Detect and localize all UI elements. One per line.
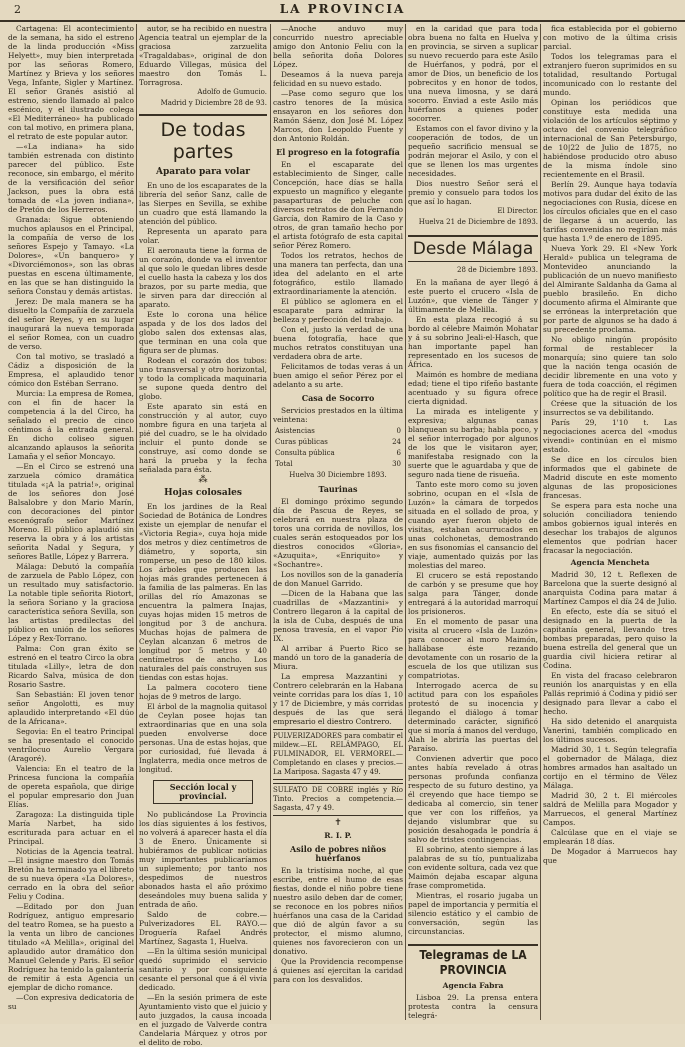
column-5 (543, 24, 677, 1020)
article-paragraph: El domingo próximo segundo día de Pascua de Reyes, se celebrará en nuestra plaza de toros una corrida de novillos, los cuales serán estoqueados por los diestros conocidos «Gloria», «Azuquita», «Enriquito» y «Sochantre». (273, 497, 403, 569)
section-title: Desde Málaga (408, 235, 538, 262)
article-heading: Casa de Socorro (301, 393, 375, 403)
article-paragraph: Lisboa 29. La prensa entera protesta contra la censura telegrá- (408, 993, 538, 1020)
article-paragraph: —Pase como seguro que los castro tenores de Ia música ensayaron en los señores don Ramón Sáenz, don José M. López Marcos, don Leopoldo Fuente y don Antonio Roldán. (273, 89, 403, 143)
article-paragraph: Todos los telegramas para el extranjero fueron suprimidos en su totalidad, resultando Portugal incomunicado con lo restante del mundo. (543, 52, 677, 97)
article-paragraph: Convienen advertir que poco antes había revelado á otras personas profunda confianza respecto de su futuro destino, ya él creyendo que hace tiempo se dedicaba al comercio, sin tener que ver con los riffeños, ya dejando vislumbrar que su posición desahogada le pondría á salvo de tristes contingencias. (408, 754, 538, 844)
dateline: Huelva 21 de Diciembre de 1893. (418, 218, 538, 226)
article-paragraph: Con tal motivo, se trasladó a Cádiz a disposición de la Empresa, el aplaudido tenor cómico don Estéban Serrano. (8, 352, 134, 388)
article-paragraph: Málaga: Debutó la compañía de zarzuela de Pablo López, con un resultado muy satisfactorio. La notable tiple señorita Riotort, la señora Soriano y la graciosa característica señora Sevilla, son las artistas predilectas del público en unión de los señores López y Rex-Torrano. (8, 562, 134, 643)
article-paragraph: La empresa Mazzantini y Contrero celebrarán en la Habana veinte corridas para los días 1, 10 y 17 de Diciembre, y más corridas después de las que será empresario el diestro Contrero. (273, 672, 403, 726)
table-cell-label: Curas públicas (275, 438, 328, 446)
article-paragraph: No publicándose La Provincia los días siguientes á los festivos, no volverá á aparecer hasta el día 3 de Enero. Únicamente si hubiéramos de publicar noticias muy importantes publicaríamos un suplemento; por tanto nos despedimos de nuestros abonados hasta el año próximo deseándoles muy buena salida y entrada de año. (139, 810, 267, 909)
article-paragraph: —Con expresiva dedicatoria de su (8, 993, 134, 1011)
article-paragraph: Opinan los periódicos que constituye esta medida una violación de los artículos séptimo y octavo del convenio telegráfico internacional de San Petersburgo, de 10|22 de Julio de 1875, no habiéndose producido otro abuso de la misma índole sino recientemente en el Brasil. (543, 98, 677, 179)
article-paragraph: Dios nuestro Señor será el premio y consuelo para todos los que así lo hagan. (408, 179, 538, 206)
article-paragraph: París 29, 1'10 t. Las negociaciones acerca del «modus vivendi» continúan en el mismo estado. (543, 418, 677, 454)
article-paragraph: De Mogador á Marruecos hay que (543, 847, 677, 865)
article-paragraph: Servicios prestados en la última veintena: (273, 406, 403, 424)
agency-heading: Agencia Mencheta (570, 558, 650, 567)
article-paragraph: —En la última sesión municipal quedó suprimido el servicio sanitario y por consiguiente cesante el personal que á él vivía dedicado. (139, 947, 267, 992)
article-paragraph: La mirada es inteligente y expresiva; algunas canas blanquean su barba; habla poco, y el señor interrogado por algunos de los que le visitaron ayer, manifestaba resignado con la suerte que le aguardaba y que de seguro nada tiene de risueña. (408, 407, 538, 479)
article-paragraph: La palmera cocotero tiene hojas de 9 metros de largo. (139, 683, 267, 701)
article-paragraph: Todos los retratos, hechos de una manera tan perfecta, dan una idea del adelanto en el arte fotográfico, estilo llamado extraordinariamente la atención. (273, 251, 403, 296)
table-cell-value: 30 (392, 460, 401, 468)
table-cell-label: Asistencias (275, 427, 315, 435)
dateline: Madrid y Diciembre 28 de 93. (160, 99, 267, 107)
article-paragraph: Murcia: La empresa de Romea, con el fin de hacer la competencia á la del Circo, ha señalado el precio de cinco céntimos á la entrada general. En dicho coliseo siguen alcanzando aplausos la señorita Lamaña y el señor Moncayo. (8, 389, 134, 461)
article-heading: Aparato para volar (155, 167, 251, 177)
article-paragraph: Se dice en los círculos bien informados que el gabinete de Madrid discute en este momento algunas de las proposiciones francesas. (543, 455, 677, 500)
article-paragraph: Segovia: En el teatro Principal se ha presentado el conocido ventrílocuo Aurelio Vergara (Aragoré). (8, 727, 134, 763)
article-paragraph: El árbol de la magnolia quitasol de Ceylan posee hojas tan extraordinarias que en una sola pueden envolverse doce personas. Una de estas hojas, que por curiosidad, fué llevada á Inglaterra, media once metros de longitud. (139, 702, 267, 774)
article-paragraph: Este aparato sin está en construcción y al autor, cuyo nombre figura en una tarjeta al pié del cuadro, se le ha olvidado incluir el punto donde se construye, así como donde se hará la prueba y la fecha señalada para ésta. (139, 402, 267, 474)
article-paragraph: Zaragoza: La distinguida tiple María Narbet, ha sido escriturada para actuar en el Principal. (8, 810, 134, 846)
column-3 (273, 24, 403, 1020)
article-paragraph: Noticias de la Agencia teatral.—El insigne maestro don Tomás Bretón ha terminado ya el libreto de su nueva ópera «La Dolores», cerrado en la obra del señor Feliu y Codina. (8, 847, 134, 901)
article-paragraph: en la caridad que para toda obra buena no falta en Huelva y en provincia, se sirven a suplicar su nuevo recuerdo para este Asilo de Huérfanos, y podrá, por el amor de Dios, un beneficio de los pobrecitos y en honor de todos, una nueva limosna, y se dará socorro. Enviad a este Asilo más huérfanos a quienes poder socorrer. (408, 24, 538, 123)
section-box-title: Sección local y provincial. (153, 780, 253, 804)
article-paragraph: En la tristísima noche, al que escribe, entre el humo de esas fiestas, donde el niño pobre tiene nuestro asilo deben dar de comer, se reconoce en los pobres niños huérfanos una casa de la Caridad que dió de algún favor a su protector, el mismo alumno, quienes nos favorecieron con un donativo. (273, 866, 403, 956)
article-paragraph: En uno de los escaparates de la librería del señor Sanz, calle de las Sierpes en Sevilla, se exhibe un cuadro que está llamando la atención del público. (139, 181, 267, 226)
signature: Adolfo de Gumucio. (197, 88, 267, 96)
dateline: 28 de Diciembre 1893. (456, 266, 538, 274)
table-cell-value: 0 (396, 427, 401, 435)
advertisement: PULVERIZADORES para combatir el mildew.—EL RELÁMPAGO, EL FULMINADOR, EL VERMOREL.—Completando en clases y precios.—La Mariposa. Sagasta 47 y 49. (273, 729, 403, 780)
article-paragraph: Al arribar á Puerto Rico se mandó un toro de la ganadería de Miura. (273, 644, 403, 671)
table-cell-label: Total (275, 460, 293, 468)
article-paragraph: Estamos con el favor divino y la cooperación de todos, de un pequeño sacrificio mensual se podrán mejorar el Asilo, y con el que se llenen los mas urgentes necesidades. (408, 124, 538, 178)
column-1 (8, 24, 134, 1020)
article-paragraph: Rodean el corazón dos tubos: uno transversal y otro horizontal, y todo la complicada maquinaria se supone queda dentro del globo. (139, 356, 267, 401)
page-number: 2 (14, 3, 21, 16)
article-heading: El progreso en la fotografía (276, 147, 400, 157)
column-4 (408, 24, 538, 1020)
advertisement: SULFATO DE COBRE inglés y Río Tinto. Precios a competencia.—Sagasta, 47 y 49. (273, 783, 403, 816)
article-paragraph: El público se aglomera en el escaparate para admirar la belleza y perfección del trabajo. (273, 297, 403, 324)
article-paragraph: Representa un aparato para volar. (139, 227, 267, 245)
table-row (275, 449, 401, 458)
article-paragraph: Saldo de cobre.—Pulverizadores EL RAYO.—Droguería Rafael Andrés Martínez, Sagasta 1, Huelva. (139, 910, 267, 946)
article-paragraph: —En el Circo se estrenó una zarzuela cómico dramática titulada «¡A la patria!», original de los señores don José Balsalobre y don Mario Marín, con decoraciones del pintor escenógrafo señor Martínez Moreno. El público aplaudió sin reserva la obra y á los artistas señorita Nadal y Segura, y señores Batlle, López y Barrera. (8, 462, 134, 561)
table-row (275, 460, 401, 469)
article-heading: Asilo de pobres niños huérfanos (289, 844, 386, 863)
article-paragraph: autor, se ha recibido en nuestra Agencia teatral un ejemplar de la graciosa zarzuelita «Tragaldabas», original de don Eduardo Villegas, música del maestro don Tomás L. Torragrosa. (139, 24, 267, 87)
article-paragraph: Que la Providencia recompense á quienes así ejercitan la caridad para con los desvalidos. (273, 957, 403, 984)
column-rule (540, 24, 541, 1020)
article-paragraph: Créese que la situación de los insurrectos se va debilitando. (543, 399, 677, 417)
newspaper-title: LA PROVINCIA (279, 2, 406, 16)
separator-asterism: ⁂ (198, 475, 208, 485)
article-paragraph: En efecto, este día se situó el designado en la puerta de la capitanía general, llevando tres bombas preparadas, pero quiso la buena estrella del general que un guardia civil hiciera retirar al Codina. (543, 607, 677, 670)
article-paragraph: En los jardines de la Real Sociedad de Botánica de Londres existe un ejemplar de nenufar el «Victoria Regia», cuya hoja mide dos metros y diez centímetros de diámetro, y soporta, sin romperse, un peso de 180 kilos. Los árboles que producen las hojas más grandes pertenecen á la familia de las palmeras. En las orillas del río Amazonas se encuentra la palmera Inajas, cuyas hojas miden 15 metros de longitud por 3 de anchura. Muchas hojas de palmera de Ceylan alcanzan 6 metros de longitud por 5 metros y 40 centímetros de ancho. Los naturales del país construyen sus tiendas con estas hojas. (139, 502, 267, 682)
article-paragraph: En el escaparate del establecimiento de Singer, calle Concepción, hace días se halla expuesto un magnífico y elegante pasaparturas de peluche con diversos retratos de don Fernando García, don Ramiro de la Caso y otros, de gran tamaño hecho por el artista fotógrafo de esta capital señor Pérez Romero. (273, 160, 403, 250)
table-cell-value: 6 (396, 449, 401, 457)
table-cell-value: 24 (392, 438, 401, 446)
article-heading: Hojas colosales (164, 488, 242, 498)
article-paragraph: Madrid 30, 2 t. El miércoles saldrá de Melilla para Mogador y Marruecos, el general Martínez Campos. (543, 791, 677, 827)
table-cell-label: Consulta pública (275, 449, 335, 457)
article-paragraph: —Editado por don Juan Rodríguez, antiguo empresario del teatro Romea, se ha puesto a la venta un libro de canciones titulado «A Melilla», original del aplaudido autor dramático don Manuel Gelende y Paris. El señor Rodríguez ha tenido la galantería de remitir á esta Agencia un ejemplar de dicho romance. (8, 902, 134, 992)
signature: El Director. (497, 207, 538, 215)
article-paragraph: Interrogado acerca de su actitud para con los españoles protestó de su inocencia y llegando el diálogo á tomar determinado carácter, significó que si moría á manos del verdugo, Alah le abriría las puertas del Paraíso. (408, 681, 538, 753)
article-paragraph: —«La indiana» ha sido también estrenada con distinto parecer del público. Este reconoce, sin embargo, el mérito de la versificación del señor Jackson, pues la obra está tomada de «La joven indiana», de Pretón de los Herreros. (8, 142, 134, 214)
article-paragraph: Madrid 30, 1 t. Según telegrafía el gobernador de Málaga, diez hombres armados han asaltado un cortijo en el término de Vélez Málaga. (543, 745, 677, 790)
rip-label: R. I. P. (324, 831, 352, 840)
agency-heading: Agencia Fabra (442, 981, 504, 990)
table-row (275, 427, 401, 436)
article-paragraph: En la mañana de ayer llegó á este puerto el crucero «Isla de Luzón», que viene de Tánger y últimamente de Melilla. (408, 278, 538, 314)
article-paragraph: —Dicen de la Habana que las cuadrillas de «Mazzantini» y Contrero llegaron á la capital de la isla de Cuba, después de una penosa travesía, en el vapor Pío IX. (273, 589, 403, 643)
article-paragraph: Los novillos son de la ganadería de don Manuel Garrido. (273, 570, 403, 588)
article-paragraph: Valencia: En el teatro de la Princesa funciona la compañía de opereta española, que dirige el popular empresario don Juan Elías. (8, 764, 134, 809)
cross-icon: ✝ (334, 818, 342, 828)
article-paragraph: Este lo corona una hélice aspada y de los dos lados del globo salen dos extensas alas, que terminan en una cola que figura ser de plumas. (139, 310, 267, 355)
dateline: Huelva 30 Diciembre 1893. (289, 471, 387, 479)
article-paragraph: —Anoche anduvo muy concurrido nuestro apreciable amigo don Antonio Feliu con la bella señorita doña Dolores López. (273, 24, 403, 69)
column-rule (136, 24, 137, 1020)
page-header (0, 0, 685, 22)
article-paragraph: Palma: Con gran éxito se estrenó en el teatro Circo la obra titulada «Lilly», letra de don Ricardo Salva, música de don Rosario Sastre. (8, 644, 134, 689)
article-paragraph: Granada: Sigue obteniendo muchos aplausos en el Principal, la compañía de verso de los señores Espejo y Tamayo. «La Dolores», «Un banquero» y «Divorciémonos», son las obras puestas en escena últimamente, en las que se han distinguido la señora Constau y demás artistas. (8, 215, 134, 296)
article-paragraph: Madrid 30, 12 t. Reflexen de Barcelona que la suerte designó al anarquista Codina para matar á Martínez Campos el día 24 de Julio. (543, 570, 677, 606)
article-paragraph: fica establecida por el gobierno con motivo de la última crisis parcial. (543, 24, 677, 51)
article-paragraph: —En la sesión primera de este Ayuntamiento visto que el juicio y auto juzgados, la causa incoada en el juzgado de Valverde contra Candelaria Márquez y otros por el delito de robo. (139, 993, 267, 1047)
article-paragraph: El crucero se está repostando de carbón y se presume que hoy salga para Tánger, donde entregará á la autoridad marroquí los prisioneros. (408, 571, 538, 616)
column-rule (270, 24, 271, 1020)
article-paragraph: Maimón es hombre de mediana edad; tiene el tipo rifeño bastante acentuado y su figura ofrece cierta dignidad. (408, 370, 538, 406)
section-title: De todas partes (139, 114, 267, 163)
article-paragraph: En el momento de pasar una visita al crucero «Isla de Luzón» para conocer al moro Maimón, hallábase éste rezando devotamente con un rosario de la escuela de los que utilizan sus compatriotas. (408, 617, 538, 680)
article-paragraph: Cartagena: El acontecimiento de la semana, ha sido el estreno de la linda producción «Miss Helyett», muy bien interpretada por las señoras Romero, Martínez y Brieva y los señores Vega, Infante, Sigler y Martínez. El señor Granés asistió al estreno, siendo llamado al palco escénico, y el ilustrado colega «El Mediterráneo» ha publicado con tal motivo, en primera plana, el retrato de este popular autor. (8, 24, 134, 141)
assistance-table (273, 425, 403, 471)
article-paragraph: No obligo ningún propósito formal de restablecer la monarquía; sino quiere tan solo que la nación tenga ocasión de decidir libremente en una voto y fuera de toda coacción, el régimen político que ha de regir el Brasil. (543, 335, 677, 398)
article-paragraph: En vista del fracaso celebraron reunión los anarquistas y en ella Pallás reprimió á Codina y pidió ser designado para llevar a cabo el hecho. (543, 671, 677, 716)
article-paragraph: El aeronauta tiene la forma de un corazón, donde va el inventor al que solo le quedan libres desde el cuello hasta la cabeza y los dos brazos, por su parte media, que le sirven para dar dirección al aparato. (139, 246, 267, 309)
article-heading: Taurinas (318, 484, 358, 494)
article-paragraph: Calcúlase que en el viaje se emplearán 18 días. (543, 828, 677, 846)
column-2 (139, 24, 267, 1047)
article-paragraph: Tanto este moro como su joven sobrino, ocupan en el «Isla de Luzón» la cámara de torpedos situada en el sollado de proa, y cuando ayer fueron objeto de visitas, estaban acurrucados en unas colchonetas, demostrando en sus fisonomías el cansancio del viaje, aumentado quizás por las molestias del mareo. (408, 480, 538, 570)
article-paragraph: El sobrino, atento siempre á las palabras de su tío, puntualizaba con evidente soltura, cada vez que Maimón dejaba escapar alguna frase comprometida. (408, 845, 538, 890)
article-paragraph: Mientras, el rosario jugaba un papel de importancia y permitía el silencio estático y el cambio de conversación, según las circunstancias. (408, 891, 538, 936)
article-paragraph: Berlín 29. Aunque haya todavía motivos para dudar del éxito de las negociaciones con Rusia, dícese en los círculos oficiales que en el caso de llegarse á un acuerdo, las tarifas convenidas no regirían más que hasta 1.º de enero de 1895. (543, 180, 677, 243)
table-row (275, 438, 401, 447)
article-paragraph: Felicitamos de todas veras á un buen amigo el señor Pérez por el adelanto a su arte. (273, 362, 403, 389)
article-paragraph: Nueva York 29. El «New York Herald» publica un telegrama de Montevideo anunciando la publicación de un nuevo manifiesto del Almirante Saldanha da Gama al pueblo brasileño. En dicho documento afirma el Almirante que se erróneas la interpretación que por parte de algunos se ha dado á su precedente proclama. (543, 244, 677, 334)
column-rule (405, 24, 406, 1020)
article-paragraph: Deseamos á la nueva pareja felicidad en su nuevo estado. (273, 70, 403, 88)
telegrams-title: Telegramas de LA PROVINCIA (408, 944, 538, 978)
article-paragraph: En esta plaza recogió á su bordo al célebre Maimón Mohatar y á su sobrino Jeali-el-Hasch, que han importante papel han representado en los sucesos de África. (408, 315, 538, 369)
article-paragraph: Con el, justo la verdad de una buena fotografía, hace que muchos retratos constituyan una verdadera obra de arte. (273, 325, 403, 361)
article-paragraph: San Sebastián: El joven tenor señor Angolotti, es muy aplaudido interpretando «El dúo de la Africana». (8, 690, 134, 726)
article-paragraph: Se espera para esta noche una solución conciliadora teniendo ambos gobiernos igual interés en desechar los trabajos de algunos elementos que podrían hacer fracasar la negociación. (543, 501, 677, 555)
article-paragraph: Ha sido detenido el anarquista Vanerini, también complicado en los últimos sucesos. (543, 717, 677, 744)
article-paragraph: Jerez: De mala manera se ha disuelto la Compañía de zarzuela del señor Reyes, y en su lugar inaugurará la nueva temporada el señor Romea, con un cuadro de verso. (8, 297, 134, 351)
